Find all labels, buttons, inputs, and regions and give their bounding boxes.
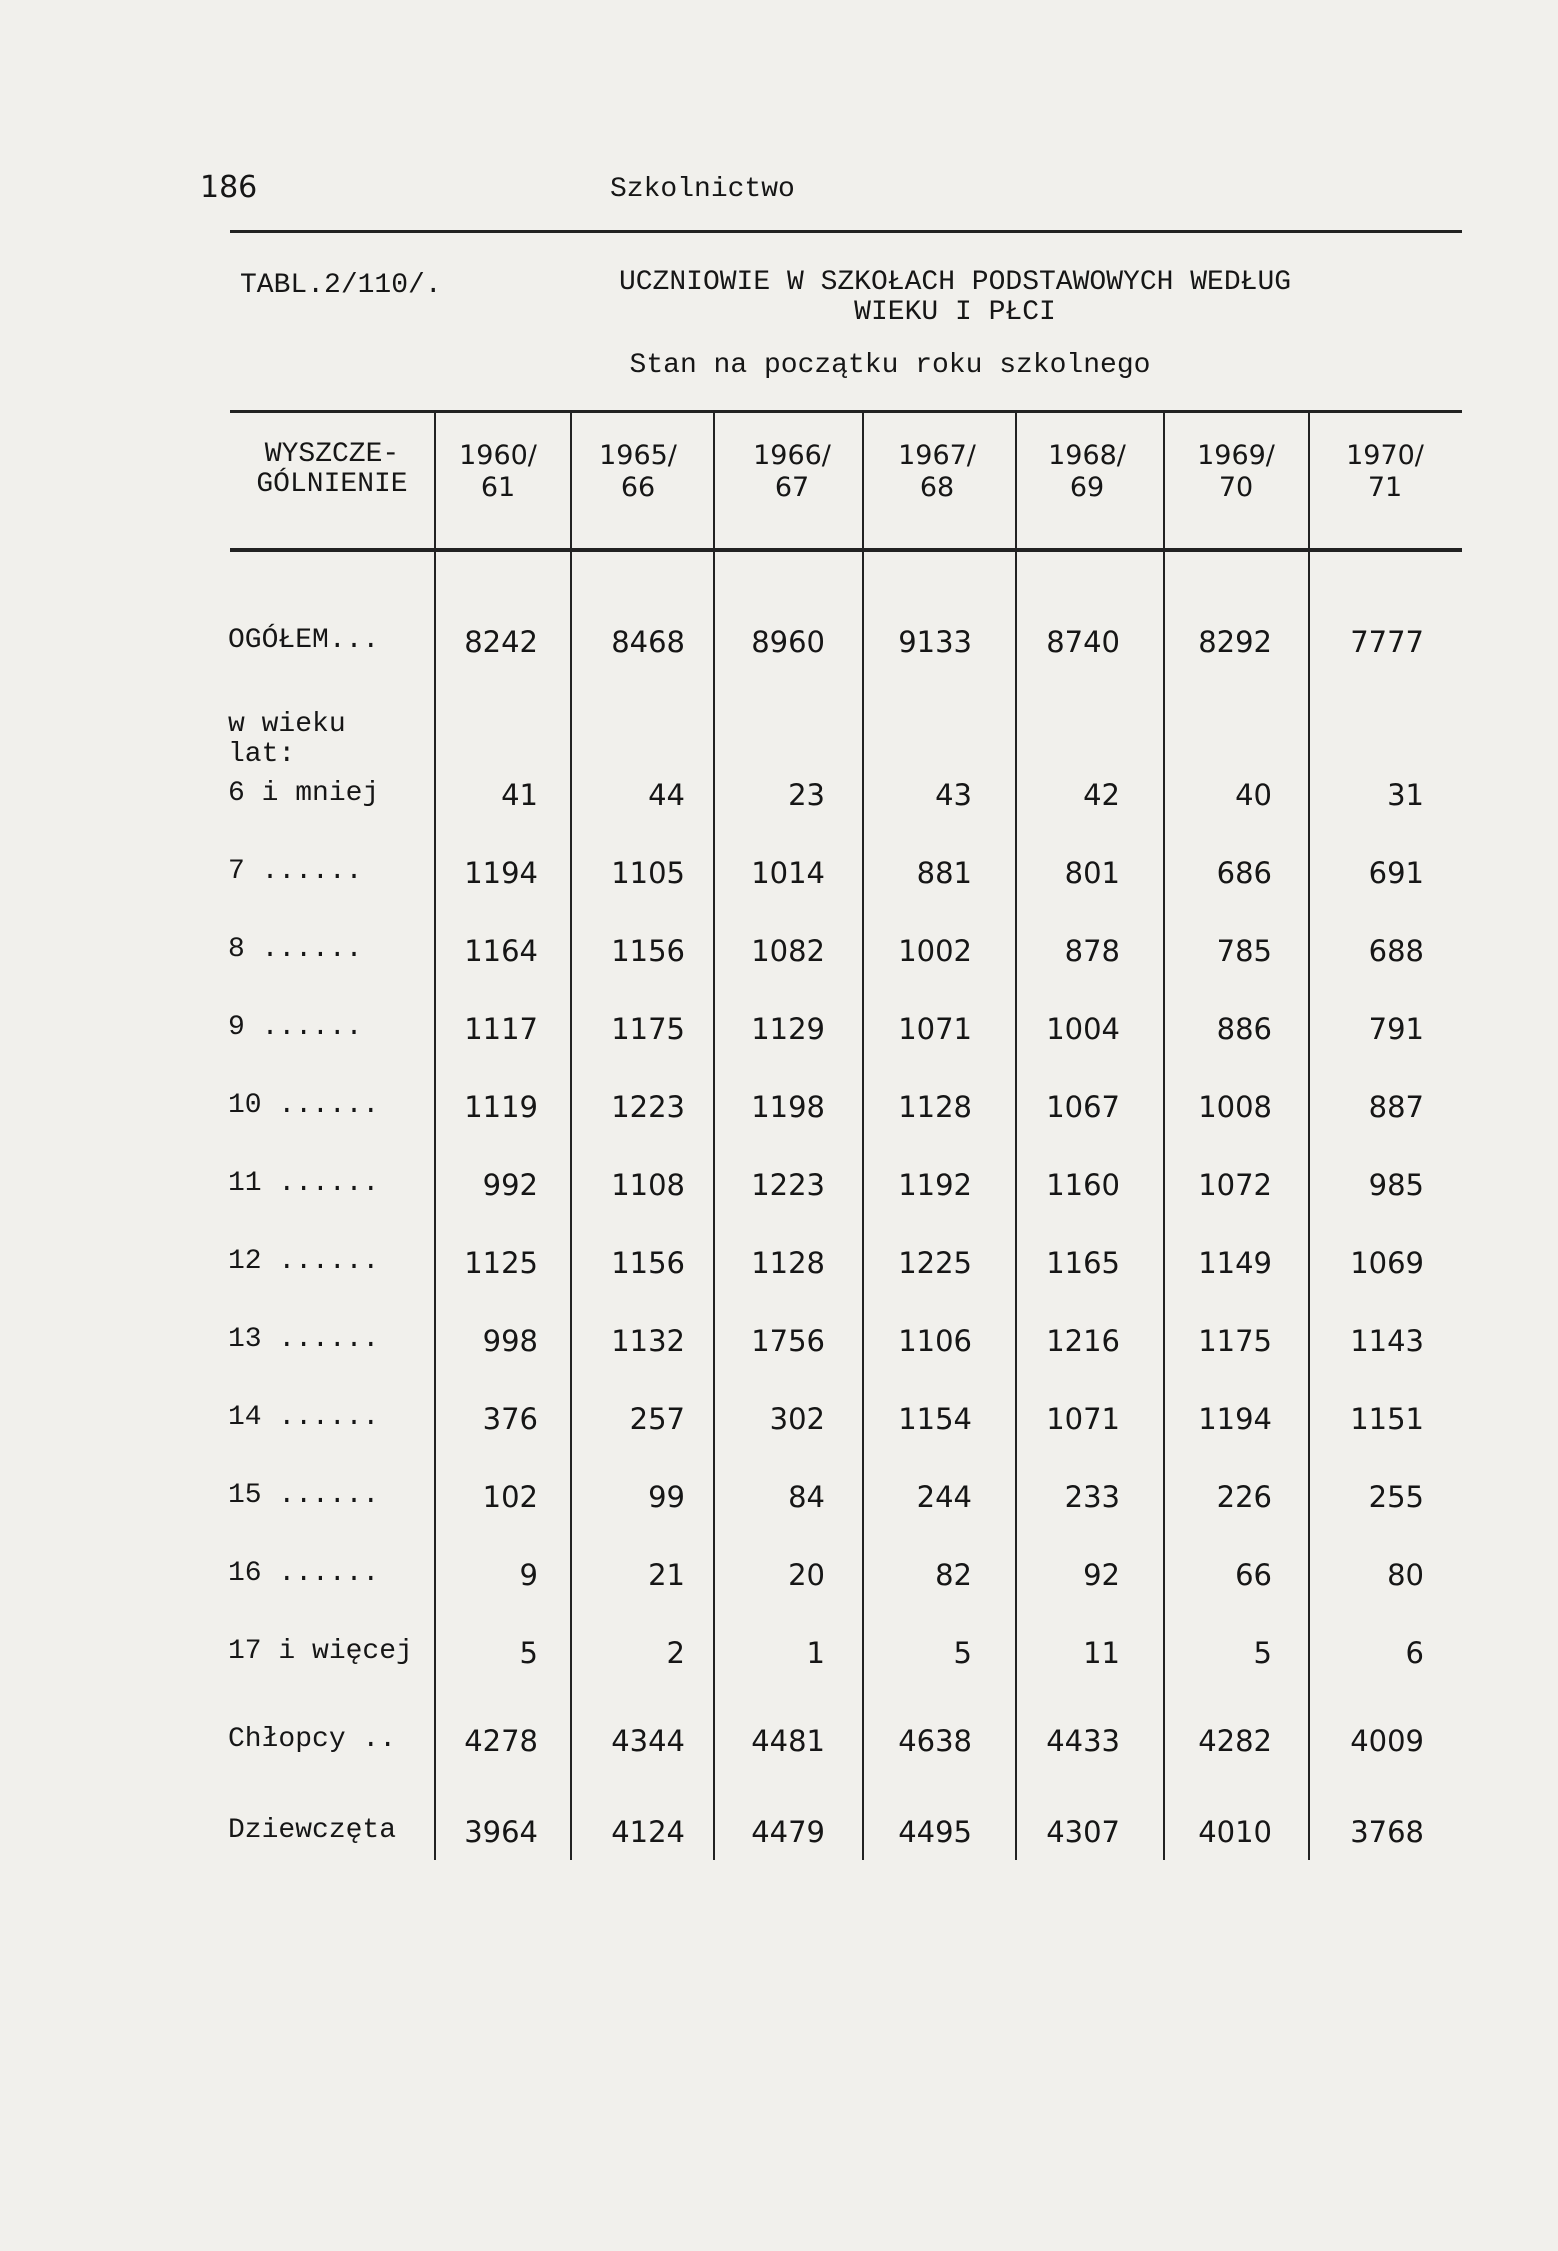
column-header (568, 440, 708, 504)
table-cell: 1004 (1046, 1012, 1120, 1046)
table-cell: 1072 (1198, 1168, 1272, 1202)
row-label: 10 ...... (228, 1090, 380, 1121)
table-cell: 4481 (751, 1724, 825, 1758)
header-stub (232, 440, 432, 500)
table-cell: 5 (1253, 1636, 1272, 1670)
table-cell: 1192 (898, 1168, 972, 1202)
table-cell: 8960 (751, 625, 825, 659)
table-cell: 1108 (611, 1168, 685, 1202)
table-row (0, 1636, 1558, 1676)
column-header-line: 68 (919, 472, 955, 503)
table-title-line-1: UCZNIOWIE W SZKOŁACH PODSTAWOWYCH WEDŁUG (618, 267, 1292, 298)
table-cell: 84 (788, 1480, 825, 1514)
column-header-line: 69 (1069, 472, 1105, 503)
table-cell: 791 (1368, 1012, 1424, 1046)
row-label: 17 i więcej (228, 1636, 413, 1667)
table-cell: 1082 (751, 934, 825, 968)
table-cell: 11 (1083, 1636, 1120, 1670)
table-cell: 1156 (611, 934, 685, 968)
table-cell: 1069 (1350, 1246, 1424, 1280)
table-cell: 40 (1235, 778, 1272, 812)
table-cell: 102 (482, 1480, 538, 1514)
table-cell: 4495 (898, 1815, 972, 1849)
table-header-rule (230, 548, 1462, 552)
table-cell: 1225 (898, 1246, 972, 1280)
table-cell: 785 (1216, 934, 1272, 968)
table-cell: 691 (1368, 856, 1424, 890)
table-cell: 244 (916, 1480, 972, 1514)
row-label (228, 710, 346, 770)
section-label (0, 710, 1558, 780)
column-header (1315, 440, 1455, 504)
table-cell: 82 (935, 1558, 972, 1592)
table-cell: 3768 (1350, 1815, 1424, 1849)
header-rule (230, 230, 1462, 233)
row-label: 14 ...... (228, 1402, 380, 1433)
column-header (722, 440, 862, 504)
table-cell: 1071 (898, 1012, 972, 1046)
table-cell: 1194 (464, 856, 538, 890)
table-cell: 9133 (898, 625, 972, 659)
table-row (0, 856, 1558, 896)
table-cell: 1129 (751, 1012, 825, 1046)
table-cell: 1154 (898, 1402, 972, 1436)
section-label-line-2: lat: (228, 739, 296, 770)
table-cell: 1008 (1198, 1090, 1272, 1124)
table-cell: 4010 (1198, 1815, 1272, 1849)
table-cell: 2 (666, 1636, 685, 1670)
column-header (428, 440, 568, 504)
header-stub-line-2: GÓLNIENIE (256, 469, 408, 500)
table-subtitle: Stan na początku roku szkolnego (629, 350, 1151, 381)
table-cell: 8292 (1198, 625, 1272, 659)
table-cell: 4344 (611, 1724, 685, 1758)
table-cell: 1119 (464, 1090, 538, 1124)
table-cell: 881 (916, 856, 972, 890)
row-label: 9 ...... (228, 1012, 363, 1043)
table-top-rule (230, 410, 1462, 413)
row-label: Chłopcy .. (228, 1724, 397, 1755)
row-label: 6 i mniej (228, 778, 380, 809)
table-title-line-2: WIEKU I PŁCI (854, 297, 1056, 328)
column-header-line: 70 (1218, 472, 1254, 503)
row-label: 12 ...... (228, 1246, 380, 1277)
table-cell: 1125 (464, 1246, 538, 1280)
table-cell: 1132 (611, 1324, 685, 1358)
table-cell: 1216 (1046, 1324, 1120, 1358)
table-cell: 1143 (1350, 1324, 1424, 1358)
table-cell: 302 (769, 1402, 825, 1436)
table-row (0, 1012, 1558, 1052)
row-label: 11 ...... (228, 1168, 380, 1199)
table-cell: 686 (1216, 856, 1272, 890)
column-header (867, 440, 1007, 504)
header-stub-line-1: WYSZCZE- (264, 439, 400, 470)
table-row (0, 625, 1558, 665)
column-header-line: 1965/ (599, 440, 677, 471)
table-cell: 1128 (898, 1090, 972, 1124)
table-row (0, 1090, 1558, 1130)
table-cell: 4009 (1350, 1724, 1424, 1758)
table-cell: 7777 (1350, 625, 1424, 659)
table-row (0, 1402, 1558, 1442)
table-cell: 1 (806, 1636, 825, 1670)
table-cell: 8242 (464, 625, 538, 659)
table-cell: 4278 (464, 1724, 538, 1758)
table-cell: 1164 (464, 934, 538, 968)
table-row (0, 1168, 1558, 1208)
column-header-line: 67 (774, 472, 810, 503)
table-cell: 99 (648, 1480, 685, 1514)
table-cell: 1117 (464, 1012, 538, 1046)
page-header (200, 170, 1460, 230)
table-cell: 1194 (1198, 1402, 1272, 1436)
table-cell: 992 (482, 1168, 538, 1202)
table-cell: 1014 (751, 856, 825, 890)
table-cell: 1175 (1198, 1324, 1272, 1358)
table-cell: 226 (1216, 1480, 1272, 1514)
table-cell: 3964 (464, 1815, 538, 1849)
table-cell: 8468 (611, 625, 685, 659)
table-cell: 23 (788, 778, 825, 812)
table-cell: 1175 (611, 1012, 685, 1046)
table-cell: 1002 (898, 934, 972, 968)
table-cell: 1128 (751, 1246, 825, 1280)
table-cell: 92 (1083, 1558, 1120, 1592)
table-cell: 4433 (1046, 1724, 1120, 1758)
table-cell: 1149 (1198, 1246, 1272, 1280)
table-cell: 1165 (1046, 1246, 1120, 1280)
table-cell: 80 (1387, 1558, 1424, 1592)
table-row (0, 1246, 1558, 1286)
column-header (1017, 440, 1157, 504)
table-row (0, 1480, 1558, 1520)
table-row (0, 1815, 1558, 1855)
row-label: OGÓŁEM... (228, 625, 380, 656)
table-title (545, 268, 1365, 328)
table-cell: 801 (1064, 856, 1120, 890)
table-cell: 4124 (611, 1815, 685, 1849)
table-cell: 4479 (751, 1815, 825, 1849)
table-cell: 4282 (1198, 1724, 1272, 1758)
table-cell: 886 (1216, 1012, 1272, 1046)
table-cell: 688 (1368, 934, 1424, 968)
table-cell: 1151 (1350, 1402, 1424, 1436)
table-cell: 1756 (751, 1324, 825, 1358)
table-cell: 998 (482, 1324, 538, 1358)
section-label-line-1: w wieku (228, 709, 346, 740)
row-label: 13 ...... (228, 1324, 380, 1355)
row-label: 16 ...... (228, 1558, 380, 1589)
table-cell: 1067 (1046, 1090, 1120, 1124)
table-cell: 20 (788, 1558, 825, 1592)
table-cell: 66 (1235, 1558, 1272, 1592)
table-cell: 1106 (898, 1324, 972, 1358)
table-cell: 1156 (611, 1246, 685, 1280)
table-cell: 233 (1064, 1480, 1120, 1514)
table-cell: 42 (1083, 778, 1120, 812)
table-cell: 5 (519, 1636, 538, 1670)
column-header-line: 1968/ (1048, 440, 1126, 471)
table-cell: 6 (1405, 1636, 1424, 1670)
page-number: 186 (200, 170, 258, 205)
table-cell: 1198 (751, 1090, 825, 1124)
table-cell: 878 (1064, 934, 1120, 968)
column-header-line: 61 (480, 472, 516, 503)
table-cell: 5 (953, 1636, 972, 1670)
table-id: TABL.2/110/. (240, 270, 442, 301)
table-row (0, 1558, 1558, 1598)
table-cell: 1223 (611, 1090, 685, 1124)
table-cell: 1071 (1046, 1402, 1120, 1436)
table-cell: 255 (1368, 1480, 1424, 1514)
table-row (0, 934, 1558, 974)
table-cell: 1223 (751, 1168, 825, 1202)
row-label: 7 ...... (228, 856, 363, 887)
table-cell: 31 (1387, 778, 1424, 812)
table-cell: 21 (648, 1558, 685, 1592)
column-header-line: 71 (1367, 472, 1403, 503)
column-header-line: 1967/ (898, 440, 976, 471)
column-header-line: 1960/ (459, 440, 537, 471)
table-cell: 887 (1368, 1090, 1424, 1124)
column-header (1166, 440, 1306, 504)
table-cell: 43 (935, 778, 972, 812)
table-cell: 376 (482, 1402, 538, 1436)
running-head: Szkolnictwo (610, 174, 795, 205)
column-header-line: 1969/ (1197, 440, 1275, 471)
table-cell: 1160 (1046, 1168, 1120, 1202)
table-cell: 44 (648, 778, 685, 812)
table-cell: 9 (519, 1558, 538, 1592)
column-header-line: 66 (620, 472, 656, 503)
row-label: 15 ...... (228, 1480, 380, 1511)
table-row (0, 1724, 1558, 1764)
column-header-line: 1966/ (753, 440, 831, 471)
table-cell: 1105 (611, 856, 685, 890)
table-row (0, 778, 1558, 818)
table-cell: 8740 (1046, 625, 1120, 659)
table-cell: 41 (501, 778, 538, 812)
table-cell: 4307 (1046, 1815, 1120, 1849)
column-header-line: 1970/ (1346, 440, 1424, 471)
table-cell: 985 (1368, 1168, 1424, 1202)
table-cell: 4638 (898, 1724, 972, 1758)
row-label: 8 ...... (228, 934, 363, 965)
table-cell: 257 (629, 1402, 685, 1436)
table-row (0, 1324, 1558, 1364)
row-label: Dziewczęta (228, 1815, 397, 1846)
